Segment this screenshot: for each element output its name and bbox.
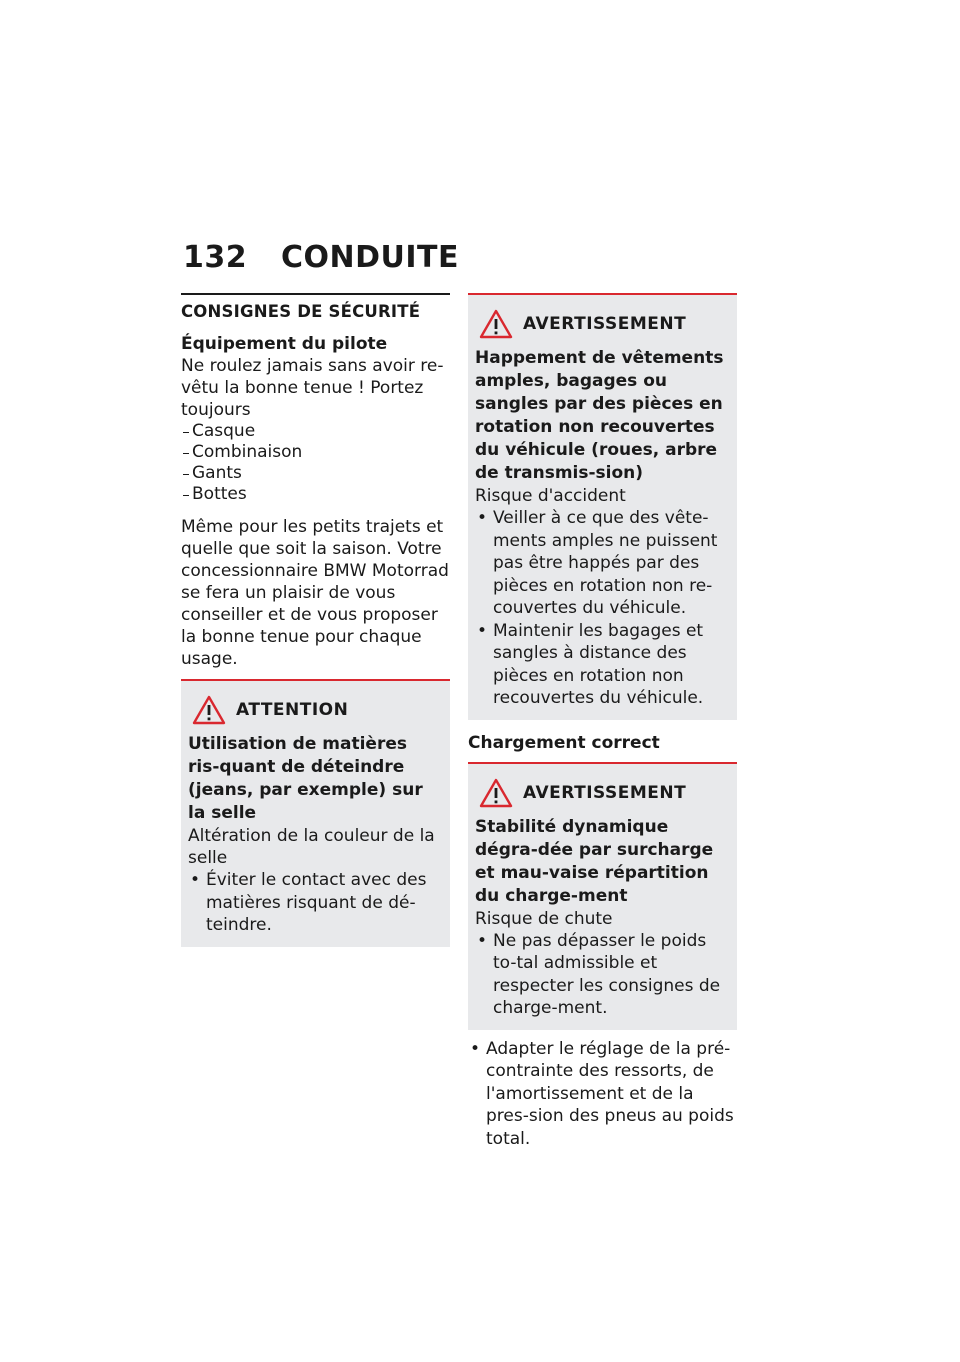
warning-title: Utilisation de matières ris-quant de déteindre (jeans, par exemple) sur la selle [188, 734, 423, 823]
list-item: • Ne pas dépasser le poids to-tal admissible et respecter les consignes de charge-ment. [475, 930, 730, 1020]
warning-header [188, 695, 443, 725]
warning-label: AVERTISSEMENT [523, 314, 687, 334]
equipment-list [181, 421, 450, 505]
list-item: Bottes [181, 484, 450, 505]
warning-label: ATTENTION [236, 700, 349, 720]
sub-title-correct-loading: Chargement correct [468, 732, 660, 753]
warning-triangle-icon [479, 778, 513, 808]
list-item: • Maintenir les bagages et sangles à distance des pièces en rotation non recouvertes du véhicule. [475, 620, 730, 710]
left-column [181, 293, 450, 947]
list-item: • Éviter le contact avec des matières risquant de dé-teindre. [188, 869, 443, 937]
warning-consequence: Altération de la couleur de la selle [188, 826, 435, 868]
intro-text: Ne roulez jamais sans avoir re-vêtu la bonne tenue ! Portez toujours [181, 356, 444, 420]
chapter-title: CONDUITE [281, 240, 460, 275]
warning-consequence: Risque d'accident [475, 486, 626, 506]
sub-title-rider-equipment: Équipement du pilote [181, 334, 388, 354]
warning-consequence: Risque de chute [475, 908, 613, 929]
list-item: Gants [181, 463, 450, 484]
warning-label: AVERTISSEMENT [523, 782, 687, 803]
warning-bullets [188, 869, 443, 937]
list-item: Casque [181, 421, 450, 442]
warning-triangle-icon [479, 309, 513, 339]
page-header [183, 240, 459, 275]
list-item: Combinaison [181, 442, 450, 463]
page-number: 132 [183, 240, 248, 275]
warning-triangle-icon [192, 695, 226, 725]
attention-box [181, 679, 450, 947]
section-title: CONSIGNES DE SÉCURITÉ [181, 302, 421, 321]
warning-bullets [475, 507, 730, 710]
warning-title: Stabilité dynamique dégra-dée par surcharge et mau-vaise répartition du charge-ment [475, 816, 714, 906]
list-item: • Veiller à ce que des vête-ments amples ne puissent pas être happés par des pièces en rotation non re-couvertes du véhicule. [475, 507, 730, 620]
warning-header [475, 309, 730, 339]
adjustment-bullets [468, 1038, 737, 1151]
section-rule [181, 293, 450, 295]
warning-box-entanglement [468, 293, 737, 720]
advice-paragraph: Même pour les petits trajets et quelle que soit la saison. Votre concessionnaire BMW Motorrad se fera un plaisir de vous conseiller et de vous proposer la bonne tenue pour chaque usage. [181, 517, 449, 669]
warning-bullets [475, 930, 730, 1020]
warning-title: Happement de vêtements amples, bagages ou sangles par des pièces en rotation non recouvertes du véhicule (roues, arbre de transmis-sion) [475, 348, 724, 483]
warning-header [475, 778, 730, 808]
warning-box-load [468, 762, 737, 1030]
list-item: • Adapter le réglage de la pré-contrainte des ressorts, de l'amortissement et de la pres-sion des pneus au poids total. [468, 1038, 737, 1151]
right-column [468, 293, 737, 1150]
